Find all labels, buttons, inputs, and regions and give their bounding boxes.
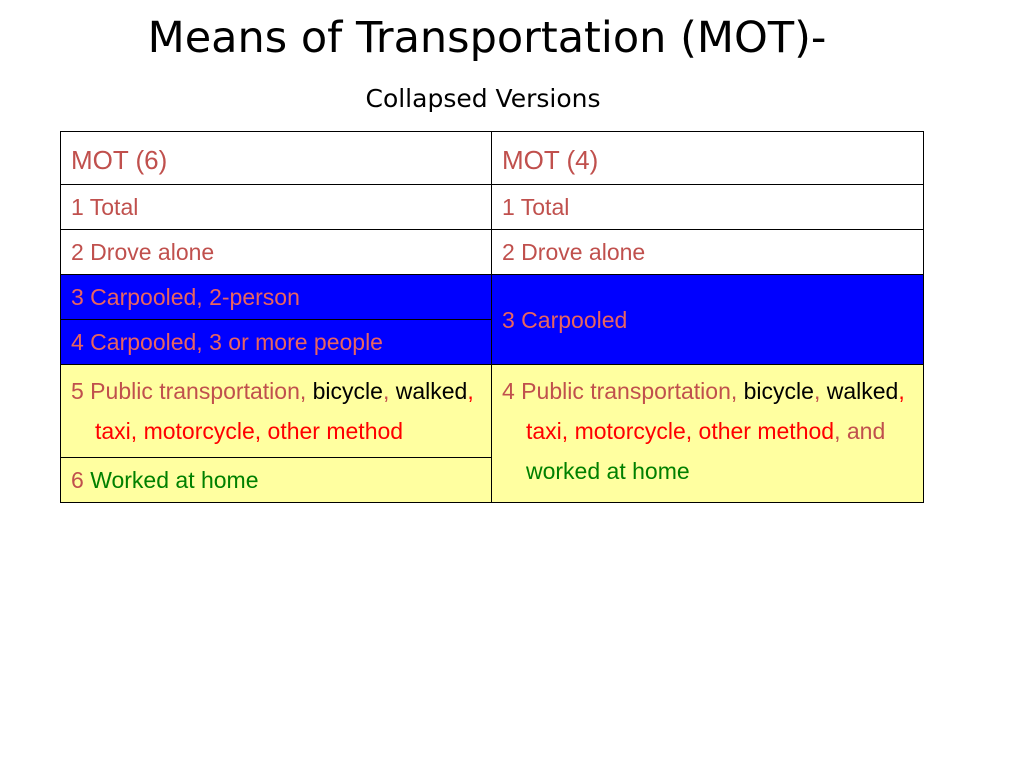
text-segment: worked at home	[526, 458, 690, 484]
text-segment: taxi, motorcycle, other method	[95, 418, 404, 444]
mot6-carpooled-2-person: 3 Carpooled, 2-person	[61, 275, 492, 320]
mot6-public-transportation-text	[71, 371, 481, 451]
mot4-carpooled: 3 Carpooled	[492, 275, 924, 365]
table-row	[61, 230, 924, 275]
text-segment: ,	[898, 378, 905, 404]
mot6-public-transportation	[61, 365, 492, 458]
mot6-drove-alone: 2 Drove alone	[61, 230, 492, 275]
text-segment: 5 Public transportation,	[71, 378, 313, 404]
table-row	[61, 275, 924, 320]
header-mot-4: MOT (4)	[492, 132, 924, 185]
mot6-worked-at-home	[61, 458, 492, 503]
text-segment: bicycle	[743, 378, 814, 404]
table-header-row	[61, 132, 924, 185]
mot6-total: 1 Total	[61, 185, 492, 230]
text-segment: walked	[826, 378, 899, 404]
text-segment: walked	[395, 378, 468, 404]
slide-title: Means of Transportation (MOT)-	[147, 13, 827, 63]
table-row	[61, 365, 924, 458]
mot6-carpooled-3-plus: 4 Carpooled, 3 or more people	[61, 320, 492, 365]
mot4-public-transportation	[492, 365, 924, 503]
table-row	[61, 185, 924, 230]
mot4-public-transportation-text	[502, 371, 913, 491]
text-segment: 6	[71, 467, 91, 493]
text-segment: taxi, motorcycle, other method	[526, 418, 835, 444]
mot4-total: 1 Total	[492, 185, 924, 230]
mot-comparison-table	[60, 131, 924, 503]
text-segment: ,	[813, 378, 827, 404]
text-segment: 4 Public transportation,	[502, 378, 744, 404]
text-segment: ,	[382, 378, 396, 404]
mot4-drove-alone: 2 Drove alone	[492, 230, 924, 275]
text-segment: Worked at home	[90, 467, 259, 493]
text-segment: ,	[467, 378, 474, 404]
text-segment: bicycle	[312, 378, 383, 404]
slide-subtitle: Collapsed Versions	[365, 84, 601, 113]
text-segment: , and	[834, 418, 886, 444]
header-mot-6: MOT (6)	[61, 132, 492, 185]
